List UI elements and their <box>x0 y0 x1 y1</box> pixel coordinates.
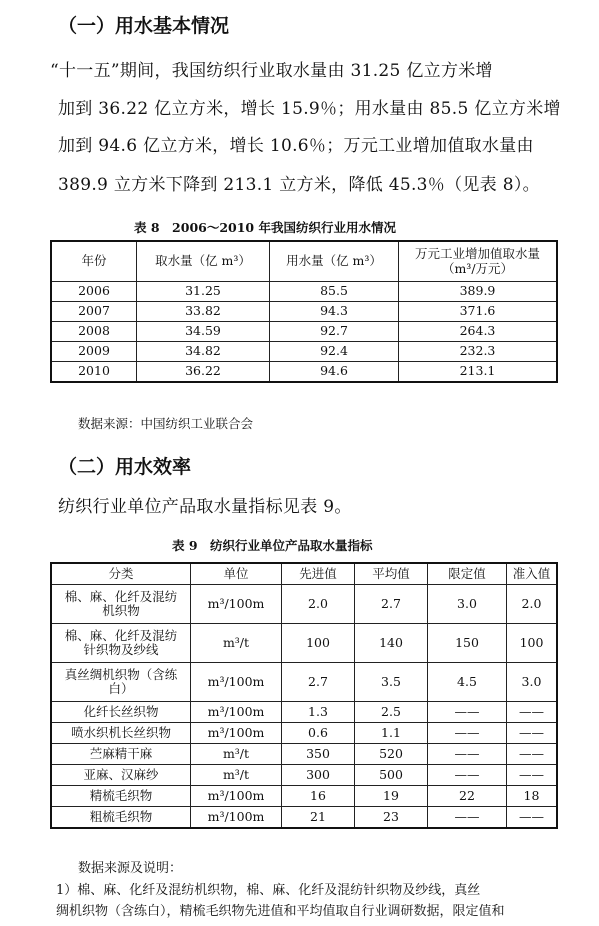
cell-category <box>51 624 191 663</box>
header-intake: 取水量（亿 m³） <box>137 241 270 282</box>
category-line-1: 棉、麻、化纤及混纺 <box>64 588 178 604</box>
table-row <box>51 786 557 807</box>
cell: m³/100m <box>191 786 282 807</box>
cell: 2007 <box>51 302 137 322</box>
table-header-row <box>51 563 557 585</box>
header-advanced: 先进值 <box>282 563 355 585</box>
cell: —— <box>428 702 507 723</box>
table9 <box>50 562 558 829</box>
cell: 36.22 <box>137 362 270 383</box>
cell: 2009 <box>51 342 137 362</box>
paragraph-line-1: “十一五”期间，我国纺织行业取水量由 31.25 亿立方米增 <box>50 61 493 81</box>
table9-caption: 表 9 纺织行业单位产品取水量指标 <box>172 538 373 553</box>
cell: 19 <box>355 786 428 807</box>
header-usage: 用水量（亿 m³） <box>270 241 399 282</box>
header-limit: 限定值 <box>428 563 507 585</box>
paragraph-line-4: 389.9 立方米下降到 213.1 立方米，降低 45.3％（见表 8）。 <box>58 175 540 195</box>
table-row <box>51 585 557 624</box>
cell: 31.25 <box>137 282 270 302</box>
header-entry: 准入值 <box>507 563 558 585</box>
paragraph-line-3: 加到 94.6 亿立方米，增长 10.6％；万元工业增加值取水量由 <box>58 136 534 156</box>
table-row <box>51 744 557 765</box>
cell: 1.3 <box>282 702 355 723</box>
cell: 92.4 <box>270 342 399 362</box>
cell: 100 <box>282 624 355 663</box>
cell: —— <box>507 723 558 744</box>
cell-category: 粗梳毛织物 <box>51 807 191 829</box>
cell: m³/100m <box>191 702 282 723</box>
cell: —— <box>507 807 558 829</box>
cell: 389.9 <box>399 282 558 302</box>
cell: 94.6 <box>270 362 399 383</box>
cell: 33.82 <box>137 302 270 322</box>
cell: 150 <box>428 624 507 663</box>
cell: 2006 <box>51 282 137 302</box>
cell-category: 化纤长丝织物 <box>51 702 191 723</box>
cell: m³/100m <box>191 585 282 624</box>
cell: 85.5 <box>270 282 399 302</box>
table-row <box>51 302 557 322</box>
header-average: 平均值 <box>355 563 428 585</box>
cell: 3.0 <box>428 585 507 624</box>
cell: 34.59 <box>137 322 270 342</box>
cell-category: 精梳毛织物 <box>51 786 191 807</box>
cell: 18 <box>507 786 558 807</box>
table-row <box>51 624 557 663</box>
notes-line-2: 绸机织物（含练白），精梳毛织物先进值和平均值取自行业调研数据，限定值和 <box>56 904 505 919</box>
cell: 21 <box>282 807 355 829</box>
cell: 23 <box>355 807 428 829</box>
cell: m³/100m <box>191 807 282 829</box>
section-heading-water-basics: （一）用水基本情况 <box>58 15 230 37</box>
category-line-1: 真丝绸机织物（含练 <box>64 666 178 682</box>
header-line-2: （m³/万元） <box>441 260 514 276</box>
cell: 16 <box>282 786 355 807</box>
cell: 22 <box>428 786 507 807</box>
cell-category: 亚麻、汉麻纱 <box>51 765 191 786</box>
cell: 2.7 <box>282 663 355 702</box>
cell: 2.0 <box>507 585 558 624</box>
cell: m³/t <box>191 624 282 663</box>
cell-category: 苎麻精干麻 <box>51 744 191 765</box>
cell: 34.82 <box>137 342 270 362</box>
table-row <box>51 362 557 383</box>
cell: 94.3 <box>270 302 399 322</box>
table-row <box>51 702 557 723</box>
cell: —— <box>428 723 507 744</box>
header-category: 分类 <box>51 563 191 585</box>
cell: 100 <box>507 624 558 663</box>
cell: 4.5 <box>428 663 507 702</box>
table-header-row <box>51 241 557 282</box>
section-heading-water-efficiency: （二）用水效率 <box>58 456 192 478</box>
cell: 2008 <box>51 322 137 342</box>
table8-caption: 表 8 2006～2010 年我国纺织行业用水情况 <box>134 220 396 235</box>
table-row <box>51 807 557 829</box>
category-line-2: 机织物 <box>102 603 140 618</box>
cell: —— <box>428 765 507 786</box>
cell: —— <box>507 765 558 786</box>
paragraph-line-2: 加到 36.22 亿立方米，增长 15.9％；用水量由 85.5 亿立方米增 <box>58 99 561 119</box>
cell: m³/t <box>191 765 282 786</box>
cell: 3.0 <box>507 663 558 702</box>
cell: 264.3 <box>399 322 558 342</box>
cell: m³/100m <box>191 663 282 702</box>
table-row <box>51 282 557 302</box>
cell: —— <box>428 807 507 829</box>
cell: 300 <box>282 765 355 786</box>
cell: 3.5 <box>355 663 428 702</box>
cell: 520 <box>355 744 428 765</box>
cell: 0.6 <box>282 723 355 744</box>
cell: m³/100m <box>191 723 282 744</box>
cell: —— <box>507 744 558 765</box>
table-row <box>51 663 557 702</box>
category-line-2: 针织物及纱线 <box>83 642 159 657</box>
cell: 213.1 <box>399 362 558 383</box>
cell-category <box>51 585 191 624</box>
header-unit: 单位 <box>191 563 282 585</box>
cell: 2010 <box>51 362 137 383</box>
cell: 2.0 <box>282 585 355 624</box>
cell-category: 喷水织机长丝织物 <box>51 723 191 744</box>
cell: 232.3 <box>399 342 558 362</box>
table-row <box>51 322 557 342</box>
cell: —— <box>428 744 507 765</box>
table8 <box>50 240 558 383</box>
cell: m³/t <box>191 744 282 765</box>
cell: 92.7 <box>270 322 399 342</box>
cell: 2.5 <box>355 702 428 723</box>
table-row <box>51 765 557 786</box>
header-year: 年份 <box>51 241 137 282</box>
category-line-2: 白） <box>108 681 134 696</box>
table-row <box>51 723 557 744</box>
cell: 371.6 <box>399 302 558 322</box>
notes-title: 数据来源及说明： <box>78 861 183 876</box>
header-intake-per-value <box>399 241 558 282</box>
cell: 1.1 <box>355 723 428 744</box>
cell-category <box>51 663 191 702</box>
efficiency-paragraph: 纺织行业单位产品取水量指标见表 9。 <box>58 497 352 517</box>
table8-source: 数据来源：中国纺织工业联合会 <box>78 416 254 431</box>
cell: 2.7 <box>355 585 428 624</box>
cell: 500 <box>355 765 428 786</box>
table-row <box>51 342 557 362</box>
notes-line-1: 1）棉、麻、化纤及混纺机织物，棉、麻、化纤及混纺针织物及纱线，真丝 <box>56 883 481 898</box>
cell: —— <box>507 702 558 723</box>
category-line-1: 棉、麻、化纤及混纺 <box>64 627 178 643</box>
cell: 350 <box>282 744 355 765</box>
cell: 140 <box>355 624 428 663</box>
header-line-1: 万元工业增加值取水量 <box>414 246 540 262</box>
